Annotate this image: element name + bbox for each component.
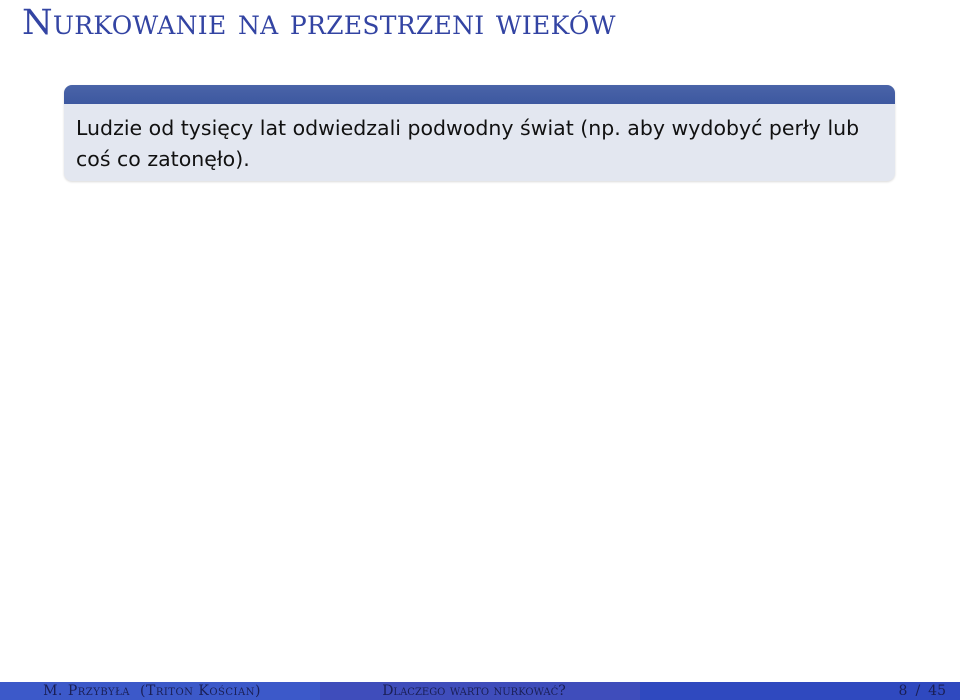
block-text: Ludzie od tysięcy lat odwiedzali podwodny świat (np. aby wydobyć perły lub coś co zatonęło). bbox=[76, 116, 860, 171]
footer-page-section bbox=[640, 682, 960, 700]
page-separator: / bbox=[915, 683, 921, 699]
frame-title-bar bbox=[0, 0, 960, 70]
footer-bar bbox=[0, 682, 960, 700]
slide-title: Nurkowanie na przestrzeni wieków bbox=[22, 3, 616, 43]
content-block bbox=[64, 85, 895, 181]
footer-short-title: Dlaczego warto nurkować? bbox=[382, 683, 566, 699]
block-header-bar bbox=[64, 85, 895, 104]
footer-author-section bbox=[0, 682, 320, 700]
page-current: 8 bbox=[898, 683, 908, 699]
footer-author: M. Przybyła bbox=[43, 683, 131, 699]
page-total: 45 bbox=[928, 683, 946, 699]
footer-title-section bbox=[320, 682, 640, 700]
footer-institute: (Triton Kościan) bbox=[140, 683, 261, 699]
